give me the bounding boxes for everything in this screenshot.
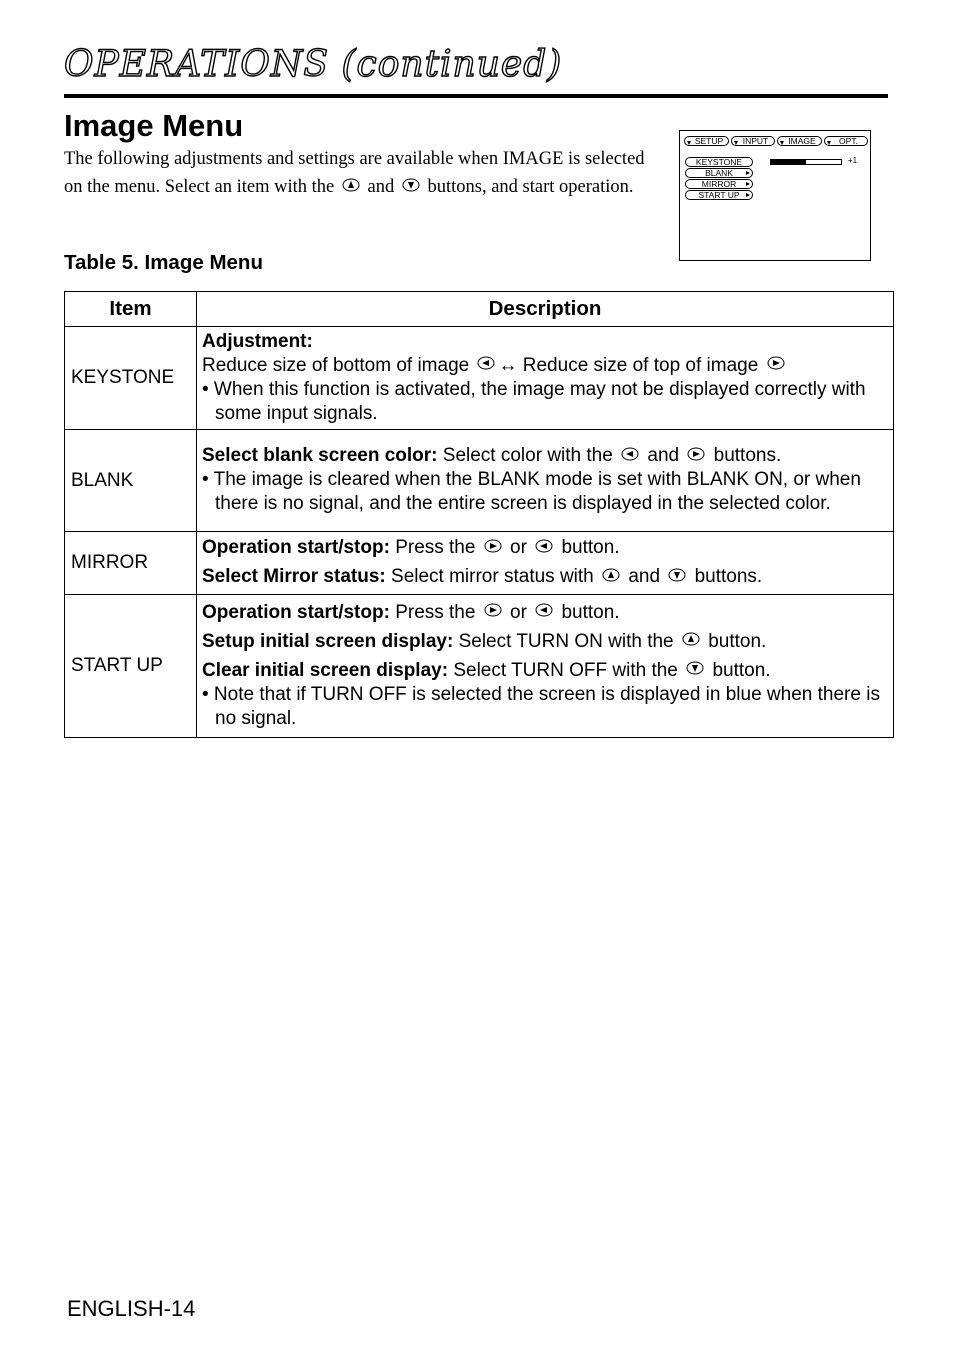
left-button-icon — [535, 539, 553, 553]
row-description-startup — [197, 595, 894, 738]
desc-heading: Clear initial screen display: — [202, 659, 449, 681]
osd-item-label: KEYSTONE — [695, 157, 743, 167]
desc-text: Press the — [395, 537, 476, 558]
right-button-icon — [767, 356, 785, 370]
table-row — [65, 532, 894, 595]
osd-tab-label: INPUT — [742, 136, 769, 146]
desc-line — [202, 601, 889, 625]
row-item-keystone: KEYSTONE — [65, 327, 197, 430]
desc-text: buttons. — [694, 566, 763, 587]
osd-item-label: START UP — [698, 190, 740, 200]
desc-line — [202, 354, 889, 378]
desc-text: or — [510, 537, 527, 558]
desc-text: button. — [561, 537, 620, 558]
osd-item-label: BLANK — [705, 168, 733, 178]
row-item-startup: START UP — [65, 595, 197, 738]
osd-value: +1 — [848, 156, 858, 165]
up-button-icon — [602, 568, 620, 582]
right-button-icon — [484, 603, 502, 617]
osd-level-bar — [770, 159, 842, 165]
header-item: Item — [65, 292, 197, 327]
osd-item-keystone — [685, 157, 753, 167]
double-arrow-icon: ↔ — [498, 354, 518, 376]
arrow-right-icon — [746, 171, 750, 175]
row-item-mirror: MIRROR — [65, 532, 197, 595]
desc-note: • Note that if TURN OFF is selected the screen is displayed in blue when there is no signal. — [202, 683, 880, 729]
osd-tab-opt — [824, 136, 868, 146]
desc-line — [202, 536, 889, 560]
osd-item-blank — [685, 168, 753, 178]
desc-text: and — [628, 566, 661, 587]
down-button-icon — [686, 661, 704, 675]
desc-text: Reduce size of top of image — [522, 354, 759, 376]
row-description-mirror — [197, 532, 894, 595]
table-row — [65, 595, 894, 738]
down-button-icon — [668, 568, 686, 582]
desc-note: • The image is cleared when the BLANK mode is set with BLANK ON, or when there is no signal, and the entire screen is displayed in the selected color. — [202, 469, 861, 514]
intro-text-2: buttons, and start operation. — [427, 176, 634, 197]
desc-text: button. — [561, 601, 620, 623]
desc-line — [202, 659, 889, 683]
osd-tab-label: IMAGE — [788, 136, 816, 146]
right-button-icon — [484, 539, 502, 553]
desc-heading: Select Mirror status: — [202, 566, 386, 587]
desc-text: or — [510, 601, 527, 623]
osd-item-label: MIRROR — [701, 179, 737, 189]
desc-heading: Adjustment: — [202, 330, 313, 352]
osd-level-bar-fill — [771, 160, 806, 164]
arrow-right-icon — [746, 193, 750, 197]
desc-text: button. — [708, 630, 767, 652]
desc-line — [202, 630, 889, 654]
section-title: Image Menu — [64, 108, 244, 143]
table-caption: Table 5. Image Menu — [64, 251, 263, 274]
osd-tab-label: SETUP — [694, 136, 724, 146]
intro-and: and — [367, 176, 395, 197]
osd-tab-setup — [684, 136, 729, 146]
row-item-blank: BLANK — [65, 430, 197, 532]
table-header-row — [65, 292, 894, 327]
desc-heading: Operation start/stop: — [202, 537, 390, 558]
row-description-keystone — [197, 327, 894, 430]
desc-text: and — [647, 445, 680, 466]
down-button-icon — [402, 178, 420, 192]
right-button-icon — [687, 447, 705, 461]
left-button-icon — [621, 447, 639, 461]
table-row — [65, 327, 894, 430]
left-button-icon — [477, 356, 495, 370]
desc-heading: Select blank screen color: — [202, 445, 438, 466]
header-description: Description — [197, 292, 894, 327]
desc-note: • When this function is activated, the image may not be displayed correctly with some input signals. — [202, 378, 866, 424]
page-number: ENGLISH-14 — [67, 1296, 196, 1321]
intro-text-1: The following adjustments and settings are available when IMAGE is selected on the menu. Select an item with the — [64, 149, 645, 197]
desc-text: Press the — [395, 601, 476, 623]
row-description-blank — [197, 430, 894, 532]
desc-text: Reduce size of bottom of image — [202, 354, 470, 376]
desc-heading: Setup initial screen display: — [202, 630, 454, 652]
intro-paragraph — [64, 146, 654, 201]
table-row — [65, 430, 894, 532]
header-rule — [64, 94, 888, 98]
up-button-icon — [682, 632, 700, 646]
osd-menu-illustration — [679, 130, 871, 261]
osd-item-startup — [685, 190, 753, 200]
osd-tab-image — [777, 136, 822, 146]
desc-text: Select mirror status with — [391, 566, 594, 587]
desc-text: Select TURN OFF with the — [453, 659, 678, 681]
desc-heading: Operation start/stop: — [202, 601, 390, 623]
osd-tab-input — [731, 136, 775, 146]
image-menu-table — [64, 291, 894, 738]
desc-text: Select color with the — [442, 445, 613, 466]
desc-line — [202, 444, 889, 468]
up-button-icon — [342, 178, 360, 192]
desc-text: Select TURN ON with the — [458, 630, 674, 652]
osd-item-mirror — [685, 179, 753, 189]
arrow-right-icon — [746, 182, 750, 186]
desc-text: button. — [712, 659, 771, 681]
desc-text: buttons. — [713, 445, 782, 466]
osd-tab-label: OPT. — [839, 136, 858, 146]
desc-line — [202, 565, 889, 589]
header-title: OPERATIONS (continued) — [64, 44, 563, 85]
left-button-icon — [535, 603, 553, 617]
